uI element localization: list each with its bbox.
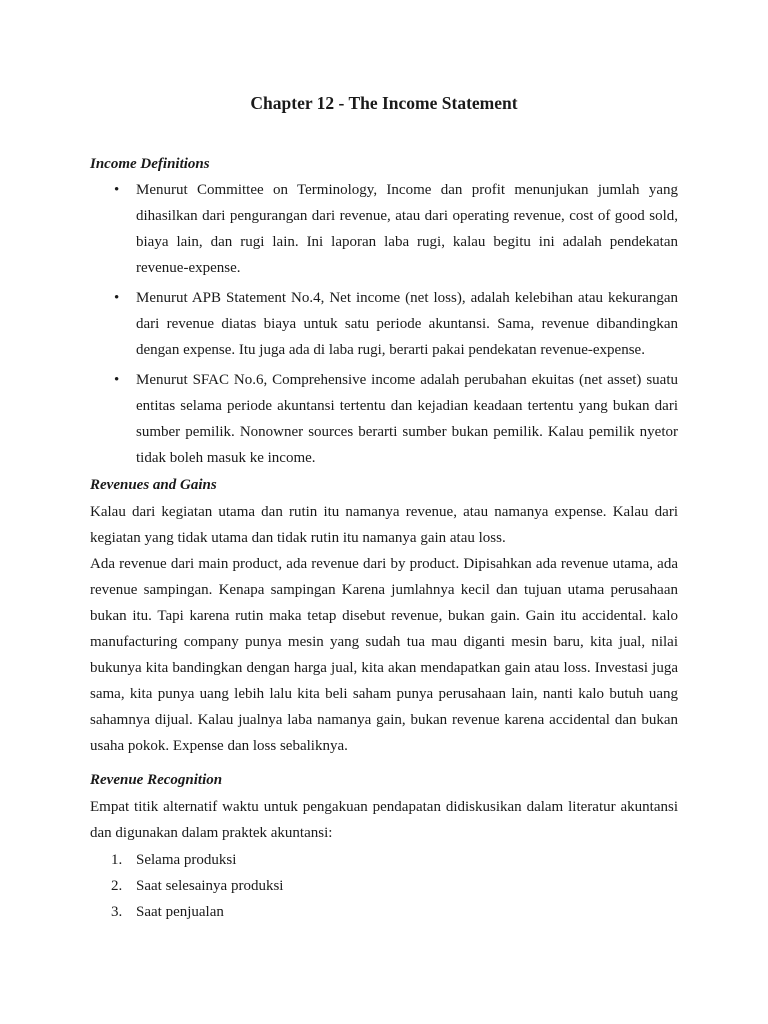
paragraph: Ada revenue dari main product, ada revenue dari by product. Dipisahkan ada revenue utama, ada revenue sampingan. Kenapa sampingan Karena jumlahnya kecil dan tujuan utama perusahaan bukan itu. Tapi karena rutin maka tetap disebut revenue, bukan gain. Gain itu accidental. kalo manufacturing company punya mesin yang sudah tua mau diganti mesin baru, kita jual, nilai bukunya kita bandingkan dengan harga jual, kita akan mendapatkan gain atau loss. Investasi juga sama, kita punya uang lebih lalu kita beli saham punya perusahaan lain, nanti kalo butuh uang sahamnya dijual. Kalau jualnya laba namanya gain, bukan revenue karena accidental dan bukan usaha pokok. Expense dan loss sebaliknya. [90,556,678,754]
paragraph: Kalau dari kegiatan utama dan rutin itu namanya revenue, atau namanya expense. Kalau dari kegiatan yang tidak utama dan tidak rutin itu namanya gain atau loss. [90,504,678,546]
section-heading-revenues-and-gains: Revenues and Gains [90,477,217,493]
bullet-text: Menurut APB Statement No.4, Net income (net loss), adalah kelebihan atau kekurangan dari revenue diatas biaya untuk satu periode akuntansi. Sama, revenue dibandingkan dengan expense. Itu juga ada di laba rugi, berarti pakai pendekatan revenue-expense. [136,290,678,358]
list-item [90,873,678,899]
list-item [90,847,678,873]
bullet-icon: • [114,372,120,388]
list-number: 1. [111,852,123,868]
bullet-text: Menurut Committee on Terminology, Income dan profit menunjukan jumlah yang dihasilkan dari pengurangan dari revenue, atau dari operating revenue, cost of good sold, biaya lain, dan rugi lain. Ini laporan laba rugi, kalau begitu ini adalah pendekatan revenue-expense. [136,182,678,276]
revenues-gains-body [90,499,678,759]
list-number: 3. [111,904,123,920]
bullet-icon: • [114,290,120,306]
section-heading-income-definitions: Income Definitions [90,156,210,172]
list-number: 2. [111,878,123,894]
list-item-text: Selama produksi [136,852,237,868]
section-heading-revenue-recognition: Revenue Recognition [90,772,223,788]
list-item [90,367,678,471]
list-item [90,899,678,925]
revenue-recognition-intro [90,794,678,846]
list-item-text: Saat selesainya produksi [136,878,284,894]
page-title: Chapter 12 - The Income Statement [250,93,518,113]
list-item-text: Saat penjualan [136,904,224,920]
list-item [90,177,678,281]
list-item [90,285,678,363]
paragraph: Empat titik alternatif waktu untuk pengakuan pendapatan didiskusikan dalam literatur akuntansi dan digunakan dalam praktek akuntansi: [90,799,678,841]
bullet-text: Menurut SFAC No.6, Comprehensive income adalah perubahan ekuitas (net asset) suatu entitas selama periode akuntansi tertentu dan kejadian keadaan tertentu yang bukan dari sumber pemilik. Nonowner sources berarti sumber bukan pemilik. Kalau pemilik nyetor tidak boleh masuk ke income. [136,372,678,466]
bullet-icon: • [114,182,120,198]
